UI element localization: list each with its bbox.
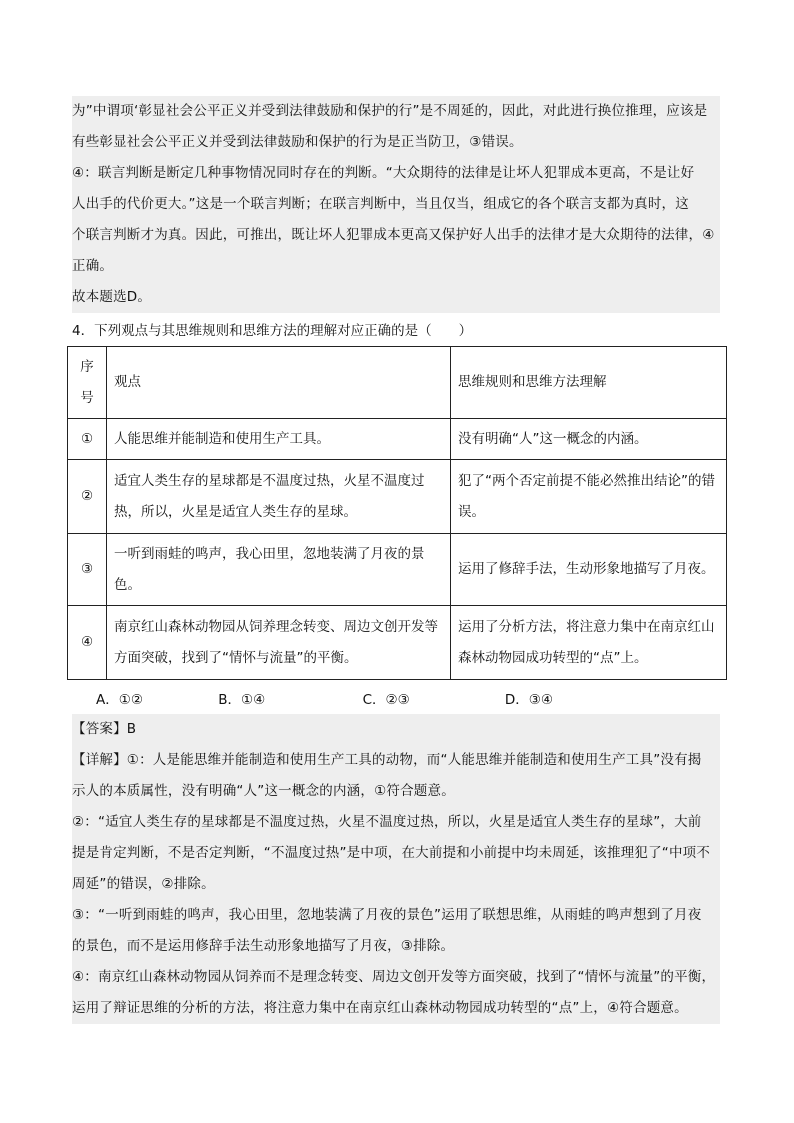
row-index: ① bbox=[68, 419, 107, 460]
row-index: ② bbox=[68, 460, 107, 534]
table-row bbox=[68, 460, 727, 534]
explanation-line: 为”中谓项‘彰显社会公平正义并受到法律鼓励和保护的行”是不周延的，因此，对此进行换位推理，应该是 bbox=[72, 103, 708, 119]
row-index: ④ bbox=[68, 606, 107, 680]
row-view: 人能思维并能制造和使用生产工具。 bbox=[107, 419, 451, 460]
option-d[interactable]: D．③④ bbox=[504, 692, 553, 708]
prev-explanation bbox=[72, 96, 720, 313]
answer-line: 【答案】B bbox=[72, 721, 137, 737]
row-index: ③ bbox=[68, 534, 107, 606]
option-c[interactable]: C．②③ bbox=[362, 692, 410, 708]
explanation-line: 人出手的代价更大。”这是一个联言判断；在联言判断中，当且仅当，组成它的各个联言支都为真时，这 bbox=[72, 196, 689, 212]
row-view: 南京红山森林动物园从饲养理念转变、周边文创开发等方面突破，找到了“情怀与流量”的平衡。 bbox=[107, 606, 451, 680]
answer-line: ②：“适宜人类生存的星球都是不温度过热，火星不温度过热，所以，火星是适宜人类生存的星球”，大前 bbox=[72, 814, 702, 830]
answer-explanation bbox=[72, 714, 720, 1024]
table-row bbox=[68, 534, 727, 606]
explanation-line: 有些彰显社会公平正义并受到法律鼓励和保护的行为是正当防卫，③错误。 bbox=[72, 134, 523, 150]
answer-line: 提是肯定判断，不是否定判断，“不温度过热”是中项，在大前提和小前提中均未周延，该推理犯了“中项不 bbox=[72, 845, 711, 861]
answer-line: ③：“一听到雨蛙的鸣声，我心田里，忽地装满了月夜的景色”运用了联想思维，从雨蛙的鸣声想到了月夜 bbox=[72, 907, 702, 923]
header-index-line: 号 bbox=[80, 389, 94, 406]
explanation-line: 个联言判断才为真。因此，可推出，既让坏人犯罪成本更高又保护好人出手的法律才是大众期待的法律，④ bbox=[72, 227, 715, 243]
header-index-line: 序 bbox=[80, 358, 94, 375]
table-header-row bbox=[68, 347, 727, 419]
table-row bbox=[68, 606, 727, 680]
header-view: 观点 bbox=[107, 347, 451, 419]
explanation-line: 正确。 bbox=[72, 258, 114, 274]
row-rule: 运用了修辞手法，生动形象地描写了月夜。 bbox=[451, 534, 727, 606]
header-index bbox=[68, 347, 107, 419]
question-table bbox=[67, 346, 727, 680]
option-b[interactable]: B．①④ bbox=[218, 692, 266, 708]
answer-line: 【详解】①：人是能思维并能制造和使用生产工具的动物，而“人能思维并能制造和使用生产工具”没有揭 bbox=[72, 752, 702, 768]
answer-options bbox=[96, 689, 553, 711]
option-a[interactable]: A．①② bbox=[96, 692, 143, 708]
answer-line: ④：南京红山森林动物园从饲养而不是理念转变、周边文创开发等方面突破，找到了“情怀与流量”的平衡， bbox=[72, 969, 716, 985]
row-rule: 犯了“两个否定前提不能必然推出结论”的错误。 bbox=[451, 460, 727, 534]
answer-line: 的景色，而不是运用修辞手法生动形象地描写了月夜，③排除。 bbox=[72, 938, 455, 954]
answer-line: 周延”的错误，②排除。 bbox=[72, 876, 215, 892]
row-view: 一听到雨蛙的鸣声，我心田里，忽地装满了月夜的景色。 bbox=[107, 534, 451, 606]
explanation-line: 故本题选D。 bbox=[72, 289, 152, 305]
explanation-line: ④：联言判断是断定几种事物情况同时存在的判断。“大众期待的法律是让坏人犯罪成本更高，不是让好 bbox=[72, 165, 695, 181]
row-rule: 没有明确“人”这一概念的内涵。 bbox=[451, 419, 727, 460]
answer-line: 示人的本质属性，没有明确“人”这一概念的内涵，①符合题意。 bbox=[72, 783, 455, 799]
header-rule: 思维规则和思维方法理解 bbox=[451, 347, 727, 419]
question-stem: 4．下列观点与其思维规则和思维方法的理解对应正确的是（ ） bbox=[72, 323, 473, 339]
row-rule: 运用了分析方法，将注意力集中在南京红山森林动物园成功转型的“点”上。 bbox=[451, 606, 727, 680]
table-row bbox=[68, 419, 727, 460]
row-view: 适宜人类生存的星球都是不温度过热，火星不温度过热，所以，火星是适宜人类生存的星球。 bbox=[107, 460, 451, 534]
answer-line: 运用了辩证思维的分析的方法，将注意力集中在南京红山森林动物园成功转型的“点”上，④符合题意。 bbox=[72, 1000, 688, 1016]
